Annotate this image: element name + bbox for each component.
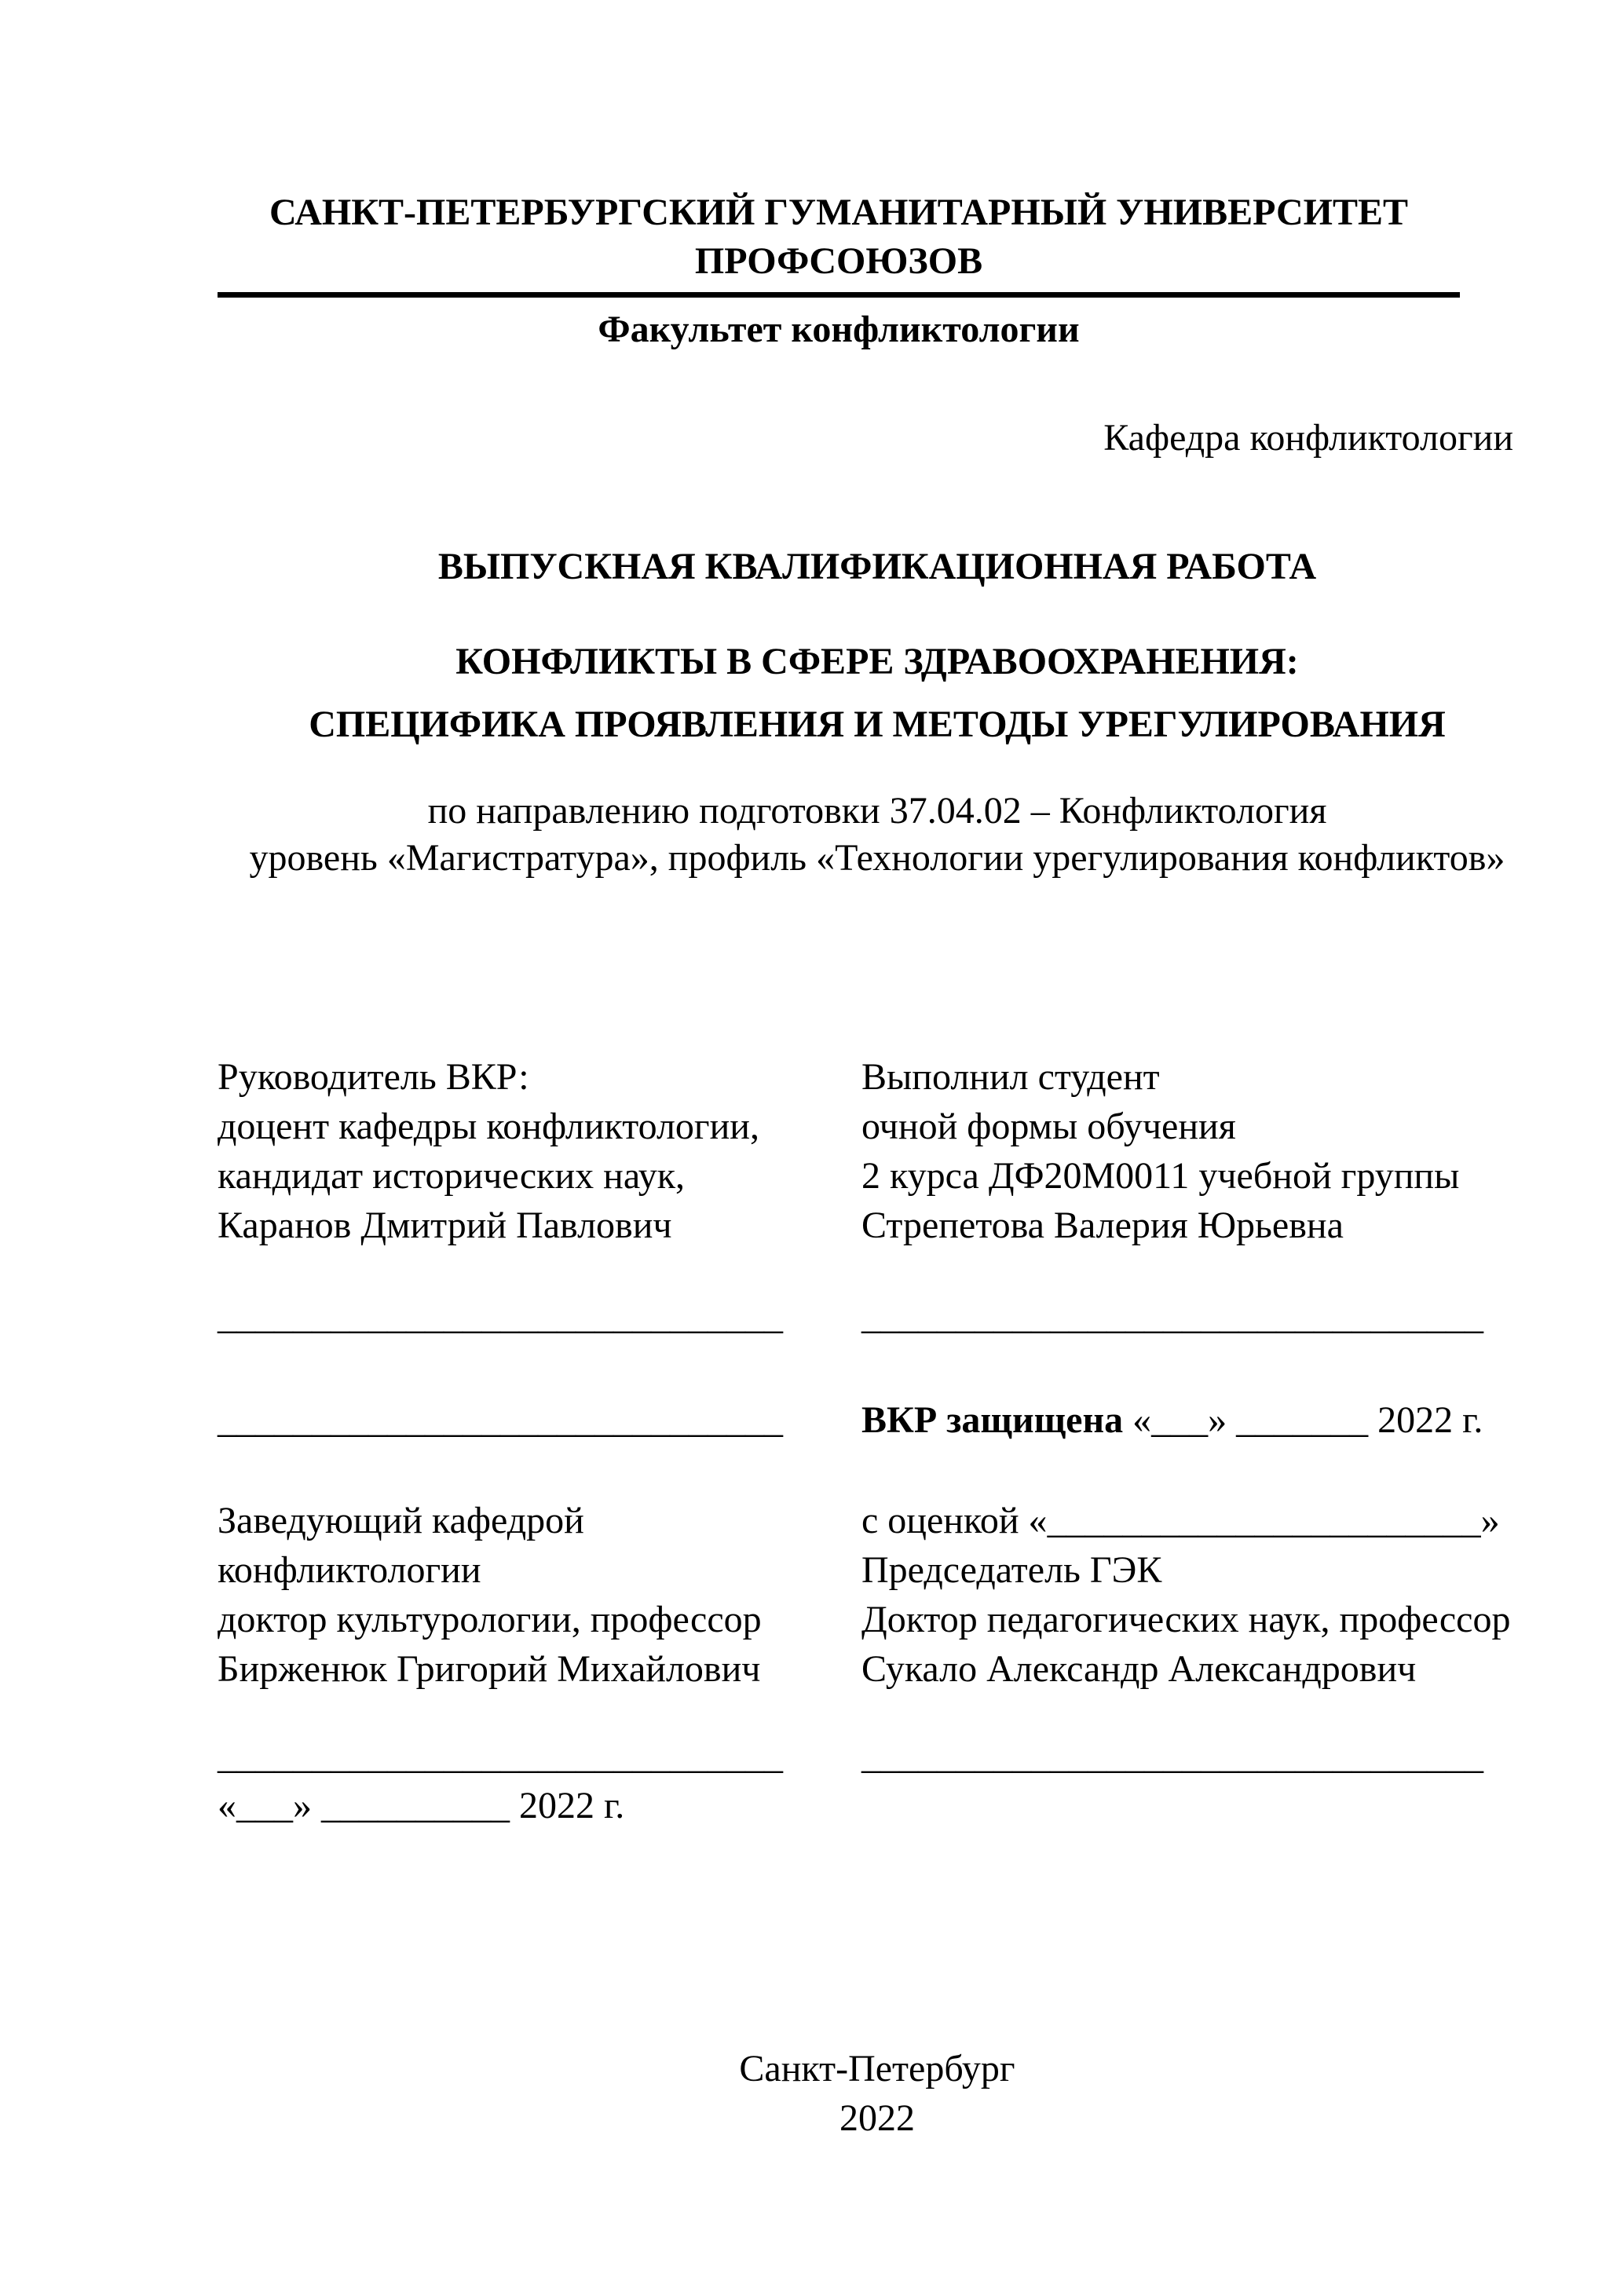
student-name: Стрепетова Валерия Юрьевна xyxy=(861,1205,1344,1246)
defense-label: ВКР защищена xyxy=(861,1399,1124,1441)
department-name: Кафедра конфликтологии xyxy=(1103,417,1513,459)
supervisor-name: Каранов Дмитрий Павлович xyxy=(218,1205,672,1246)
defense-date-line xyxy=(861,1395,1537,1445)
student-study-form: очной формы обучения xyxy=(861,1106,1236,1147)
grade-suffix: » xyxy=(1480,1500,1500,1541)
program-level-profile: уровень «Магистратура», профиль «Технологии урегулирования конфликтов» xyxy=(249,837,1505,879)
university-name: САНКТ-ПЕТЕРБУРГСКИЙ ГУМАНИТАРНЫЙ УНИВЕРСИТЕТ ПРОФСОЮЗОВ xyxy=(218,188,1460,298)
supervisor-role: Руководитель ВКР: xyxy=(218,1056,529,1098)
footer xyxy=(218,2044,1537,2143)
committee-chair-block xyxy=(861,1496,1537,1694)
department-head-name: Бирженюк Григорий Михайлович xyxy=(218,1648,761,1690)
people-block-2 xyxy=(218,1496,1537,1694)
committee-chair-role: Председатель ГЭК xyxy=(861,1549,1162,1591)
defense-date-blank: «___» _______ 2022 г. xyxy=(1123,1399,1483,1441)
department-head-signature-line: ______________________________ xyxy=(218,1735,783,1777)
supervisor-position: доцент кафедры конфликтологии, xyxy=(218,1106,759,1147)
people-block xyxy=(218,1052,1537,1250)
faculty-name: Факультет конфликтологии xyxy=(598,309,1080,350)
department-head-role-line1: Заведующий кафедрой xyxy=(218,1500,584,1541)
thesis-title-line2: СПЕЦИФИКА ПРОЯВЛЕНИЯ И МЕТОДЫ УРЕГУЛИРОВАНИЯ xyxy=(309,704,1446,745)
student-group: 2 курса ДФ20М0011 учебной группы xyxy=(861,1155,1460,1197)
department-head-role-line2: конфликтологии xyxy=(218,1549,481,1591)
grade-blank: _______________________ xyxy=(1047,1500,1481,1541)
program-direction: по направлению подготовки 37.04.02 – Конфликтология xyxy=(427,790,1327,832)
student-performed-by: Выполнил студент xyxy=(861,1056,1160,1098)
work-type-heading: ВЫПУСКНАЯ КВАЛИФИКАЦИОННАЯ РАБОТА xyxy=(437,546,1317,587)
supervisor-signature-line-2: ______________________________ xyxy=(218,1399,783,1441)
department-head-block xyxy=(218,1496,861,1694)
supervisor-block xyxy=(218,1052,861,1250)
signature-row-2 xyxy=(218,1395,1537,1445)
committee-chair-name: Сукало Александр Александрович xyxy=(861,1648,1417,1690)
signature-row-3 xyxy=(218,1731,1537,1830)
supervisor-signature-line: ______________________________ xyxy=(218,1296,783,1337)
committee-chair-degree: Доктор педагогических наук, профессор xyxy=(861,1599,1511,1640)
footer-year: 2022 xyxy=(839,2097,915,2139)
department-head-signature-block xyxy=(218,1731,861,1830)
signature-row-1 xyxy=(218,1292,1537,1341)
grade-prefix: с оценкой « xyxy=(861,1500,1048,1541)
footer-city: Санкт-Петербург xyxy=(739,2048,1015,2089)
thesis-title xyxy=(218,631,1537,756)
committee-chair-signature-line: _________________________________ xyxy=(861,1735,1483,1777)
department-head-date-blank: «___» __________ 2022 г. xyxy=(218,1785,625,1826)
student-signature-line: _________________________________ xyxy=(861,1296,1483,1337)
grade-line xyxy=(861,1496,1537,1545)
thesis-title-line1: КОНФЛИКТЫ В СФЕРЕ ЗДРАВООХРАНЕНИЯ: xyxy=(455,641,1299,682)
department-head-degree: доктор культурологии, профессор xyxy=(218,1599,762,1640)
student-block xyxy=(861,1052,1537,1250)
supervisor-degree: кандидат исторических наук, xyxy=(218,1155,686,1197)
program-info xyxy=(218,788,1537,882)
